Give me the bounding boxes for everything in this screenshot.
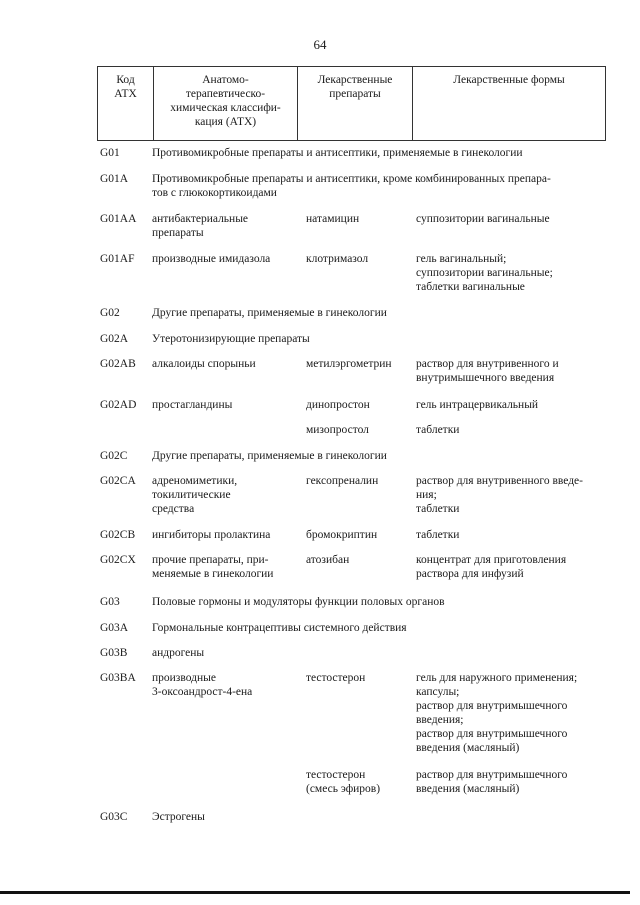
atc-code: G03 bbox=[100, 596, 120, 608]
group-title: Гормональные контрацептивы системного действия bbox=[152, 622, 407, 634]
atc-subgroup: простагландины bbox=[152, 399, 233, 411]
atc-code: G01 bbox=[100, 147, 120, 159]
atc-subgroup: алкалоиды спорыньи bbox=[152, 358, 256, 370]
atc-code: G02A bbox=[100, 333, 129, 345]
atc-code: G02C bbox=[100, 450, 128, 462]
atc-subgroup: производные имидазола bbox=[152, 253, 271, 265]
atc-code: G02AB bbox=[100, 358, 136, 370]
drug-name: метилэргометрин bbox=[306, 358, 392, 370]
group-title: андрогены bbox=[152, 647, 205, 659]
atc-subgroup: прочие препараты, при- меняемые в гинекологии bbox=[152, 554, 274, 580]
dosage-forms: раствор для внутривенного введе- ния; таблетки bbox=[416, 475, 583, 515]
atc-code: G03A bbox=[100, 622, 129, 634]
drug-name: гексопреналин bbox=[306, 475, 379, 487]
bottom-rule bbox=[0, 891, 630, 894]
dosage-forms: гель интрацервикальный bbox=[416, 399, 539, 411]
dosage-forms: концентрат для приготовления раствора для инфузий bbox=[416, 554, 567, 580]
atc-subgroup: адреномиметики, токилитические средства bbox=[152, 475, 238, 515]
atc-subgroup: производные 3-оксоандрост-4-ена bbox=[152, 672, 253, 698]
drug-name: тестостерон bbox=[306, 672, 366, 684]
atc-code: G02CB bbox=[100, 529, 136, 541]
dosage-forms: гель для наружного применения; капсулы; раствор для внутримышечного введения; раствор для внутримышечного введения (масляный) bbox=[416, 672, 578, 754]
drug-name: мизопростол bbox=[306, 424, 369, 436]
atc-code: G03C bbox=[100, 811, 128, 823]
group-title: Другие препараты, применяемые в гинекологии bbox=[152, 450, 387, 462]
atc-subgroup: антибактериальные препараты bbox=[152, 213, 249, 239]
dosage-forms: раствор для внутривенного и внутримышечного введения bbox=[416, 358, 559, 384]
atc-code: G02 bbox=[100, 307, 120, 319]
drug-name: бромокриптин bbox=[306, 529, 378, 541]
atc-code: G02AD bbox=[100, 399, 137, 411]
header-atc-classification: Анатомо- терапевтическо- химическая классифи- кация (АТХ) bbox=[154, 67, 298, 140]
atc-subgroup: ингибиторы пролактина bbox=[152, 529, 271, 541]
group-title: Противомикробные препараты и антисептики, применяемые в гинекологии bbox=[152, 147, 523, 159]
dosage-forms: таблетки bbox=[416, 529, 460, 541]
drug-name: динопростон bbox=[306, 399, 370, 411]
header-dosage-forms: Лекарственные формы bbox=[453, 74, 565, 86]
atc-code: G01AF bbox=[100, 253, 135, 265]
group-title: Утеротонизирующие препараты bbox=[152, 333, 310, 345]
atc-code: G03BA bbox=[100, 672, 136, 684]
group-title: Эстрогены bbox=[152, 811, 205, 823]
dosage-forms: гель вагинальный; суппозитории вагинальные; таблетки вагинальные bbox=[416, 253, 553, 293]
dosage-forms: суппозитории вагинальные bbox=[416, 213, 550, 225]
drug-name: клотримазол bbox=[306, 253, 369, 265]
group-title: Другие препараты, применяемые в гинекологии bbox=[152, 307, 387, 319]
header-code: Код АТХ bbox=[98, 67, 154, 140]
dosage-forms: таблетки bbox=[416, 424, 460, 436]
atc-code: G02CX bbox=[100, 554, 136, 566]
drug-name: тестостерон (смесь эфиров) bbox=[306, 769, 381, 795]
page-number: 64 bbox=[313, 37, 327, 52]
dosage-forms: раствор для внутримышечного введения (масляный) bbox=[416, 769, 568, 795]
atc-code: G01A bbox=[100, 173, 129, 185]
atc-code: G02CA bbox=[100, 475, 136, 487]
group-title: Половые гормоны и модуляторы функции половых органов bbox=[152, 596, 445, 608]
header-drugs: Лекарственные препараты bbox=[298, 67, 413, 140]
drug-name: натамицин bbox=[306, 213, 360, 225]
atc-code: G01AA bbox=[100, 213, 137, 225]
drug-name: атозибан bbox=[306, 554, 350, 566]
atc-code: G03B bbox=[100, 647, 128, 659]
group-title: Противомикробные препараты и антисептики, кроме комбинированных препара- тов с глюкокортикоидами bbox=[152, 173, 551, 199]
table-header bbox=[97, 66, 606, 141]
